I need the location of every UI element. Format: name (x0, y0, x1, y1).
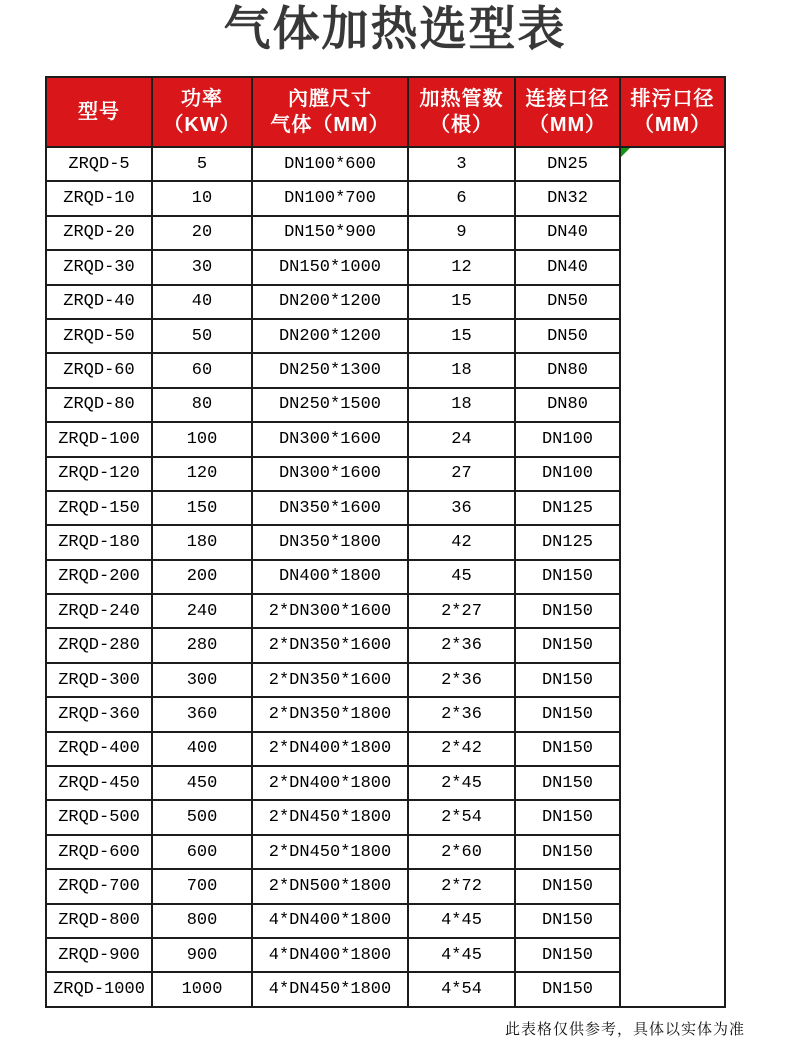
cell-power-kw: 300 (152, 663, 252, 697)
table-header (46, 77, 725, 147)
cell-power-kw: 60 (152, 353, 252, 387)
cell-tube-count: 2*45 (408, 766, 515, 800)
cell-power-kw: 500 (152, 800, 252, 834)
cell-connection-dn: DN125 (515, 491, 620, 525)
page-title: 气体加热选型表 (223, 2, 567, 55)
comment-marker-icon (621, 148, 630, 157)
cell-tube-count: 9 (408, 216, 515, 250)
cell-tube-count: 3 (408, 147, 515, 181)
header-row (46, 77, 725, 147)
cell-chamber-size: 2*DN450*1800 (252, 835, 408, 869)
cell-connection-dn: DN40 (515, 250, 620, 284)
cell-model: ZRQD-50 (46, 319, 152, 353)
cell-connection-dn: DN25 (515, 147, 620, 181)
col-header-drain: 排污口径 （MM） (620, 77, 725, 147)
cell-power-kw: 180 (152, 525, 252, 559)
cell-model: ZRQD-120 (46, 457, 152, 491)
cell-power-kw: 50 (152, 319, 252, 353)
cell-tube-count: 4*45 (408, 938, 515, 972)
cell-chamber-size: DN100*700 (252, 181, 408, 215)
cell-model: ZRQD-100 (46, 422, 152, 456)
cell-power-kw: 200 (152, 560, 252, 594)
cell-power-kw: 80 (152, 388, 252, 422)
cell-tube-count: 2*27 (408, 594, 515, 628)
cell-tube-count: 42 (408, 525, 515, 559)
cell-chamber-size: DN100*600 (252, 147, 408, 181)
cell-power-kw: 5 (152, 147, 252, 181)
col-header-chamber-size: 內膛尺寸 气体（MM） (252, 77, 408, 147)
cell-connection-dn: DN150 (515, 869, 620, 903)
cell-model: ZRQD-900 (46, 938, 152, 972)
cell-model: ZRQD-80 (46, 388, 152, 422)
cell-tube-count: 2*42 (408, 732, 515, 766)
cell-tube-count: 45 (408, 560, 515, 594)
cell-power-kw: 900 (152, 938, 252, 972)
cell-power-kw: 150 (152, 491, 252, 525)
cell-chamber-size: DN400*1800 (252, 560, 408, 594)
cell-power-kw: 700 (152, 869, 252, 903)
cell-power-kw: 40 (152, 285, 252, 319)
cell-model: ZRQD-40 (46, 285, 152, 319)
cell-chamber-size: DN200*1200 (252, 285, 408, 319)
cell-power-kw: 800 (152, 904, 252, 938)
cell-model: ZRQD-240 (46, 594, 152, 628)
cell-chamber-size: DN200*1200 (252, 319, 408, 353)
col-header-model: 型号 (46, 77, 152, 147)
table-body (46, 147, 725, 1007)
cell-chamber-size: DN300*1600 (252, 457, 408, 491)
cell-model: ZRQD-30 (46, 250, 152, 284)
cell-chamber-size: 2*DN300*1600 (252, 594, 408, 628)
cell-chamber-size: 4*DN450*1800 (252, 972, 408, 1006)
cell-chamber-size: DN250*1500 (252, 388, 408, 422)
cell-tube-count: 4*54 (408, 972, 515, 1006)
cell-connection-dn: DN150 (515, 904, 620, 938)
cell-tube-count: 2*72 (408, 869, 515, 903)
gas-heater-selection-table (45, 76, 726, 1008)
cell-model: ZRQD-360 (46, 697, 152, 731)
cell-chamber-size: 2*DN400*1800 (252, 732, 408, 766)
cell-model: ZRQD-200 (46, 560, 152, 594)
col-header-tube-count: 加热管数 （根） (408, 77, 515, 147)
cell-power-kw: 450 (152, 766, 252, 800)
cell-power-kw: 120 (152, 457, 252, 491)
cell-tube-count: 2*60 (408, 835, 515, 869)
cell-power-kw: 600 (152, 835, 252, 869)
cell-connection-dn: DN125 (515, 525, 620, 559)
cell-power-kw: 100 (152, 422, 252, 456)
cell-connection-dn: DN100 (515, 457, 620, 491)
cell-tube-count: 6 (408, 181, 515, 215)
cell-power-kw: 280 (152, 628, 252, 662)
cell-connection-dn: DN150 (515, 835, 620, 869)
cell-chamber-size: 2*DN450*1800 (252, 800, 408, 834)
cell-tube-count: 4*45 (408, 904, 515, 938)
cell-tube-count: 24 (408, 422, 515, 456)
cell-model: ZRQD-1000 (46, 972, 152, 1006)
cell-model: ZRQD-20 (46, 216, 152, 250)
cell-connection-dn: DN150 (515, 732, 620, 766)
cell-model: ZRQD-180 (46, 525, 152, 559)
cell-power-kw: 400 (152, 732, 252, 766)
cell-power-kw: 10 (152, 181, 252, 215)
cell-model: ZRQD-400 (46, 732, 152, 766)
cell-connection-dn: DN150 (515, 628, 620, 662)
cell-model: ZRQD-600 (46, 835, 152, 869)
cell-model: ZRQD-5 (46, 147, 152, 181)
cell-tube-count: 27 (408, 457, 515, 491)
cell-connection-dn: DN150 (515, 560, 620, 594)
cell-model: ZRQD-10 (46, 181, 152, 215)
cell-connection-dn: DN50 (515, 319, 620, 353)
cell-tube-count: 2*36 (408, 697, 515, 731)
cell-drain-merged (620, 147, 725, 1007)
cell-power-kw: 20 (152, 216, 252, 250)
cell-chamber-size: 2*DN350*1600 (252, 628, 408, 662)
cell-connection-dn: DN80 (515, 353, 620, 387)
cell-model: ZRQD-60 (46, 353, 152, 387)
footnote: 此表格仅供参考，具体以实体为准 (504, 1021, 745, 1038)
cell-chamber-size: 4*DN400*1800 (252, 904, 408, 938)
cell-chamber-size: 2*DN350*1800 (252, 697, 408, 731)
cell-power-kw: 30 (152, 250, 252, 284)
cell-tube-count: 2*36 (408, 663, 515, 697)
cell-tube-count: 15 (408, 319, 515, 353)
cell-connection-dn: DN32 (515, 181, 620, 215)
cell-connection-dn: DN150 (515, 766, 620, 800)
cell-chamber-size: DN350*1800 (252, 525, 408, 559)
cell-power-kw: 240 (152, 594, 252, 628)
cell-chamber-size: 4*DN400*1800 (252, 938, 408, 972)
cell-model: ZRQD-300 (46, 663, 152, 697)
cell-connection-dn: DN150 (515, 663, 620, 697)
cell-tube-count: 18 (408, 388, 515, 422)
cell-connection-dn: DN40 (515, 216, 620, 250)
cell-connection-dn: DN150 (515, 938, 620, 972)
cell-chamber-size: DN150*1000 (252, 250, 408, 284)
cell-chamber-size: DN250*1300 (252, 353, 408, 387)
cell-model: ZRQD-280 (46, 628, 152, 662)
cell-chamber-size: 2*DN500*1800 (252, 869, 408, 903)
cell-model: ZRQD-700 (46, 869, 152, 903)
cell-chamber-size: DN300*1600 (252, 422, 408, 456)
cell-connection-dn: DN150 (515, 697, 620, 731)
cell-chamber-size: 2*DN400*1800 (252, 766, 408, 800)
cell-tube-count: 12 (408, 250, 515, 284)
cell-tube-count: 15 (408, 285, 515, 319)
cell-connection-dn: DN50 (515, 285, 620, 319)
cell-power-kw: 360 (152, 697, 252, 731)
table-row (46, 147, 725, 181)
cell-chamber-size: 2*DN350*1600 (252, 663, 408, 697)
cell-model: ZRQD-800 (46, 904, 152, 938)
col-header-power: 功率 （KW） (152, 77, 252, 147)
cell-power-kw: 1000 (152, 972, 252, 1006)
cell-tube-count: 18 (408, 353, 515, 387)
cell-tube-count: 2*54 (408, 800, 515, 834)
cell-tube-count: 36 (408, 491, 515, 525)
cell-model: ZRQD-450 (46, 766, 152, 800)
cell-chamber-size: DN150*900 (252, 216, 408, 250)
cell-model: ZRQD-500 (46, 800, 152, 834)
cell-connection-dn: DN80 (515, 388, 620, 422)
cell-connection-dn: DN150 (515, 594, 620, 628)
cell-chamber-size: DN350*1600 (252, 491, 408, 525)
cell-connection-dn: DN150 (515, 972, 620, 1006)
col-header-connection: 连接口径 （MM） (515, 77, 620, 147)
cell-connection-dn: DN100 (515, 422, 620, 456)
cell-connection-dn: DN150 (515, 800, 620, 834)
cell-model: ZRQD-150 (46, 491, 152, 525)
cell-tube-count: 2*36 (408, 628, 515, 662)
